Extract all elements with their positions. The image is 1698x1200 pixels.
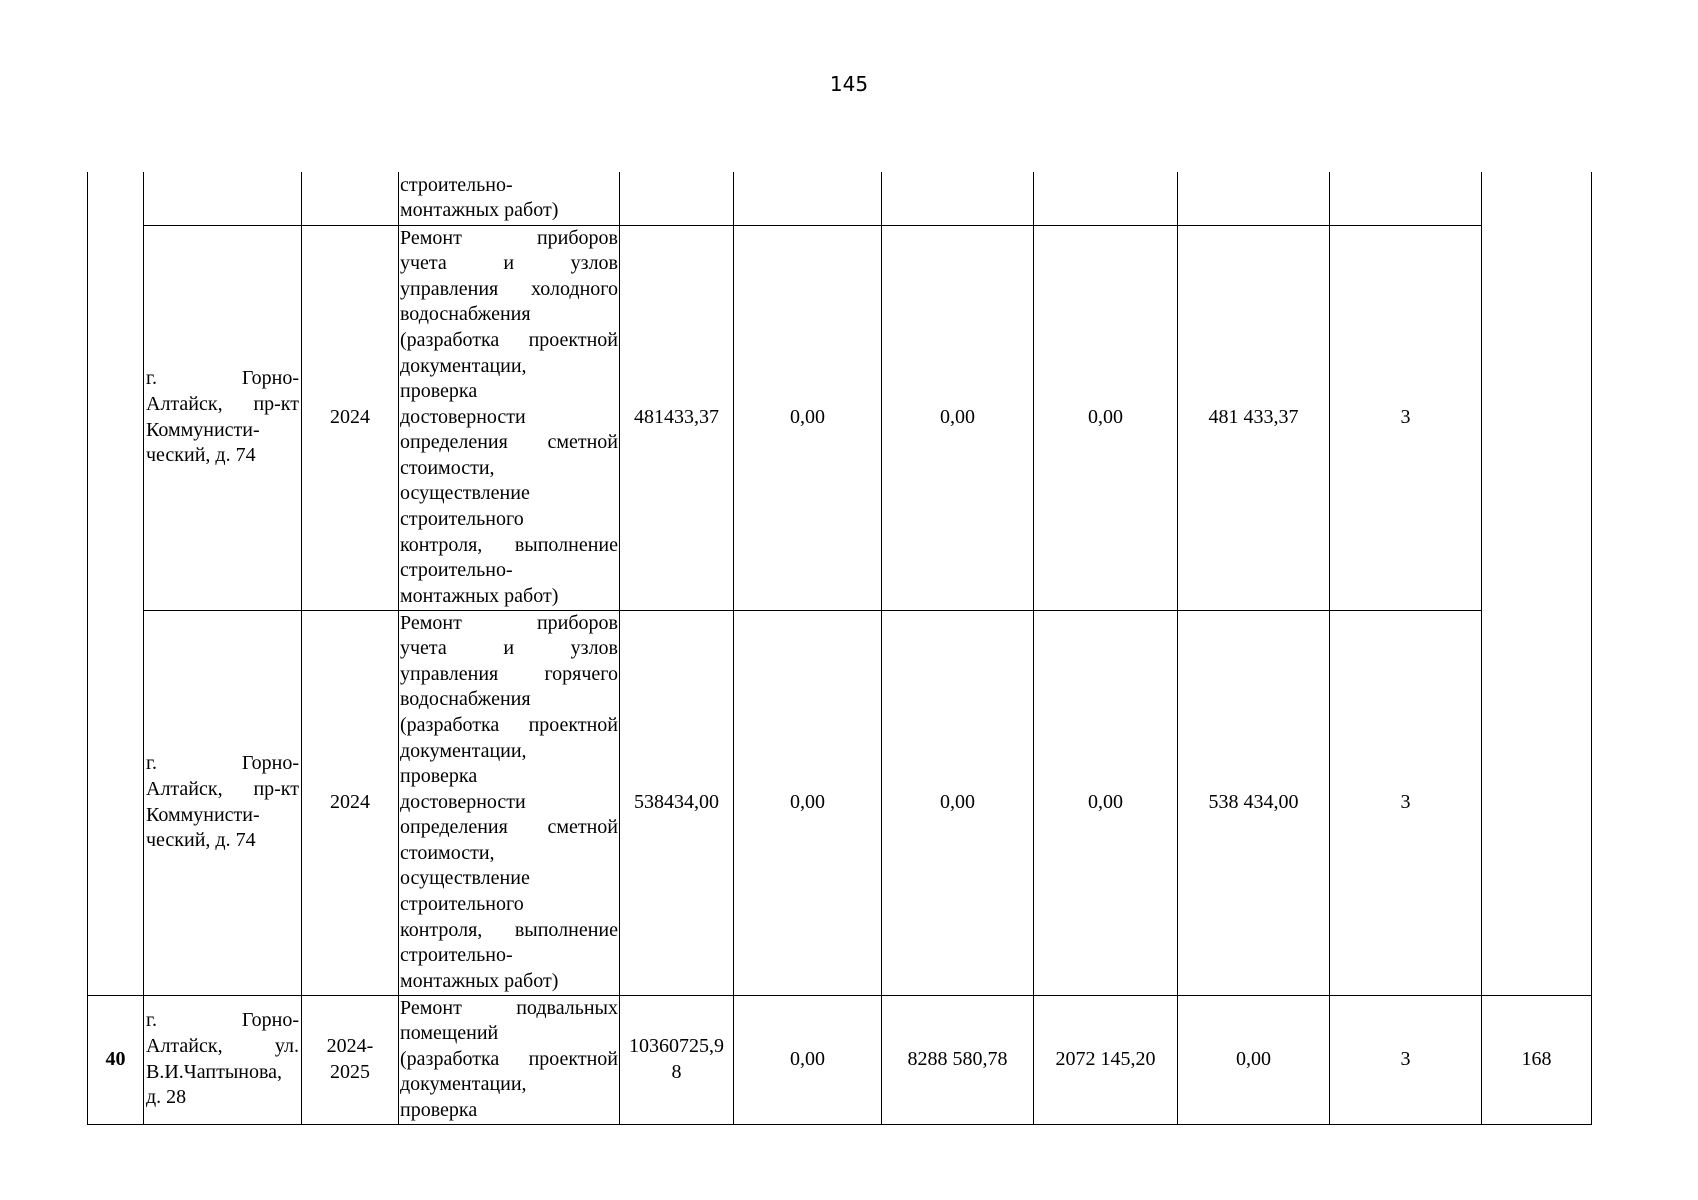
description-line: Ремонт приборов [400, 226, 618, 249]
local-budget-cell [1034, 225, 1178, 610]
description-line: проверка [400, 1098, 478, 1121]
owners-funds-cell [1178, 225, 1330, 610]
owners-funds-cell [1178, 995, 1330, 1124]
description-line: строительно- [400, 559, 513, 582]
description-line: монтажных работ) [400, 584, 559, 607]
fund-cost-cell [734, 225, 882, 610]
work-type-cell [1330, 225, 1482, 610]
description-line: водоснабжения [400, 303, 531, 326]
description-line: (разработка проектной [400, 1047, 618, 1070]
row-number-cell [88, 172, 144, 995]
local-budget-cell [1034, 172, 1178, 225]
address-line: ческий, д. 74 [146, 444, 256, 467]
description-line: Ремонт приборов [400, 611, 618, 634]
work-type-cell [1330, 172, 1482, 225]
cell-text: 0,00 [790, 1047, 825, 1070]
cell-text: 2024 [330, 405, 370, 428]
description-line: (разработка проектной [400, 713, 618, 736]
total-cost-cell [620, 172, 734, 225]
address-line: Алтайск, пр-кт [146, 777, 299, 800]
description-line: достоверности [400, 790, 526, 813]
address-line: Алтайск, пр-кт [146, 392, 299, 415]
description-line: документации, [400, 354, 527, 377]
work-description-cell [399, 172, 620, 225]
description-line: определения сметной [400, 431, 618, 454]
cell-text-line: 2024- [326, 1034, 374, 1057]
total-cost-cell [620, 225, 734, 610]
cell-text: 538 434,00 [1208, 790, 1299, 813]
description-line: проверка [400, 765, 478, 788]
address-line: ческий, д. 74 [146, 829, 256, 852]
cell-text: 3 [1400, 790, 1411, 813]
cell-text: 0,00 [790, 790, 825, 813]
region-budget-cell [882, 172, 1034, 225]
description-line: помещений [400, 1022, 499, 1045]
description-line: осуществление [400, 867, 530, 890]
description-line: строительного [400, 893, 524, 916]
cell-text: 2072 145,20 [1055, 1047, 1156, 1070]
local-budget-cell [1034, 610, 1178, 995]
address-line: Коммунисти- [146, 418, 260, 441]
year-cell [302, 610, 399, 995]
description-line: (разработка проектной [400, 328, 618, 351]
fund-cost-cell [734, 172, 882, 225]
local-budget-cell [1034, 995, 1178, 1124]
cell-text-line: 10360725,9 [629, 1034, 724, 1057]
address-line: г. Горно- [146, 1009, 299, 1032]
total-cost-cell [620, 610, 734, 995]
total-cost-cell [620, 995, 734, 1124]
cell-text-line: 2025 [330, 1060, 370, 1083]
row-number-cell [88, 995, 144, 1124]
cell-text: 0,00 [940, 790, 975, 813]
work-description-cell [399, 225, 620, 610]
address-line: г. Горно- [146, 752, 299, 775]
address-line: г. Горно- [146, 367, 299, 390]
table-row [88, 610, 1592, 995]
description-line: строительно- [400, 173, 513, 196]
description-line: Ремонт подвальных [400, 996, 618, 1019]
address-cell [144, 610, 302, 995]
cell-text: 481433,37 [634, 405, 719, 428]
address-line: В.И.Чаптынова, [146, 1060, 283, 1083]
cell-text: 3 [1400, 1047, 1411, 1070]
description-line: стоимости, [400, 841, 495, 864]
description-line: стоимости, [400, 456, 495, 479]
description-line: осуществление [400, 482, 530, 505]
cell-text: 8288 580,78 [907, 1047, 1008, 1070]
address-cell [144, 995, 302, 1124]
description-line: монтажных работ) [400, 199, 559, 222]
owners-funds-cell [1178, 172, 1330, 225]
region-budget-cell [882, 225, 1034, 610]
region-budget-cell [882, 995, 1034, 1124]
table-row [88, 225, 1592, 610]
description-line: монтажных работ) [400, 969, 559, 992]
description-line: контроля, выполнение [400, 533, 618, 556]
year-cell [302, 995, 399, 1124]
description-line: документации, [400, 739, 527, 762]
cell-text: 168 [1521, 1047, 1552, 1070]
work-description-cell [399, 995, 620, 1124]
description-line: управления горячего [400, 662, 618, 685]
description-line: проверка [400, 380, 478, 403]
cell-text: 481 433,37 [1208, 405, 1299, 428]
cell-text: 0,00 [1088, 405, 1123, 428]
description-line: учета и узлов [400, 637, 618, 660]
description-line: документации, [400, 1073, 527, 1096]
cell-text: 0,00 [1236, 1047, 1271, 1070]
fund-cost-cell [734, 610, 882, 995]
cell-text: 3 [1400, 405, 1411, 428]
cell-text: 0,00 [790, 405, 825, 428]
year-cell [302, 225, 399, 610]
year-cell [302, 172, 399, 225]
budget-table-container [87, 172, 1592, 1125]
work-type-cell [1330, 610, 1482, 995]
description-line: строительно- [400, 944, 513, 967]
address-line: Алтайск, ул. [146, 1034, 299, 1057]
region-budget-cell [882, 610, 1034, 995]
address-cell [144, 225, 302, 610]
description-line: управления холодного [400, 277, 618, 300]
work-type-cell [1330, 995, 1482, 1124]
cell-text: 40 [105, 1047, 126, 1070]
description-line: контроля, выполнение [400, 918, 618, 941]
description-line: строительного [400, 508, 524, 531]
description-line: учета и узлов [400, 252, 618, 275]
reference-cell [1482, 995, 1592, 1124]
cell-text: 538434,00 [634, 790, 719, 813]
address-cell [144, 172, 302, 225]
owners-funds-cell [1178, 610, 1330, 995]
description-line: водоснабжения [400, 688, 531, 711]
page-number: 145 [829, 72, 869, 96]
description-line: достоверности [400, 405, 526, 428]
cell-text: 0,00 [940, 405, 975, 428]
table-body [88, 172, 1592, 1124]
address-line: Коммунисти- [146, 803, 260, 826]
cell-text: 0,00 [1088, 790, 1123, 813]
address-line: д. 28 [146, 1086, 187, 1109]
cell-text: 2024 [330, 790, 370, 813]
table-row [88, 995, 1592, 1124]
work-description-cell [399, 610, 620, 995]
description-line: определения сметной [400, 816, 618, 839]
table-row [88, 172, 1592, 225]
reference-cell [1482, 172, 1592, 995]
fund-cost-cell [734, 995, 882, 1124]
budget-table [87, 172, 1592, 1125]
cell-text-line: 8 [671, 1060, 682, 1083]
